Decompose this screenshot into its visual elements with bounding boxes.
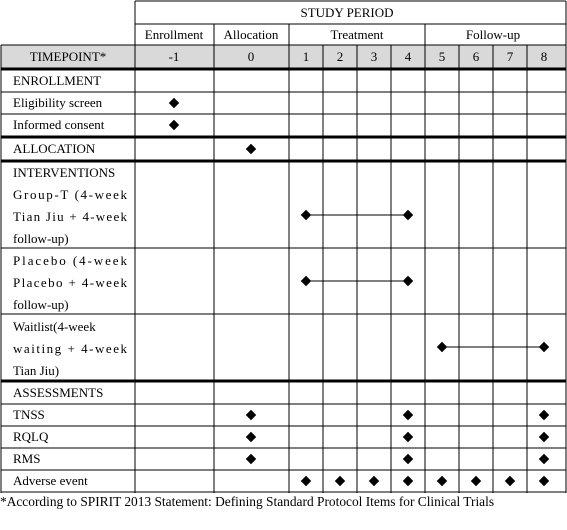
item-eligibility-screen: Eligibility screen xyxy=(13,95,103,110)
item-placebo-line-3: follow-up) xyxy=(13,297,69,312)
diamond-marker-rqlq-12 xyxy=(246,432,256,442)
diamond-marker-allocation-2 xyxy=(246,144,256,154)
timepoint-1: 1 xyxy=(302,49,310,64)
timepoint-0: 0 xyxy=(247,49,255,64)
item-placebo-line-1: Placebo (4-week xyxy=(13,253,127,268)
diamond-marker-placebo-6 xyxy=(403,276,413,286)
diamond-marker-eligibility-0 xyxy=(169,98,179,108)
timepoint-3: 3 xyxy=(370,49,378,64)
timepoint-label: TIMEPOINT* xyxy=(29,49,107,64)
study-period-label: STUDY PERIOD xyxy=(300,5,394,20)
item-placebo-line-2: Placebo + 4-week xyxy=(13,275,127,290)
diamond-marker-group_t-3 xyxy=(301,210,311,220)
diamond-marker-tnss-9 xyxy=(246,410,256,420)
timepoint-5: 5 xyxy=(438,49,446,64)
diamond-marker-adverse-21 xyxy=(403,476,413,486)
phase-follow-up: Follow-up xyxy=(465,27,521,42)
item-tnss: TNSS xyxy=(13,407,45,422)
diamond-marker-adverse-24 xyxy=(505,476,515,486)
item-informed-consent: Informed consent xyxy=(13,117,105,132)
diamond-marker-tnss-11 xyxy=(539,410,549,420)
diamond-marker-group_t-4 xyxy=(403,210,413,220)
timepoint-8: 8 xyxy=(540,49,548,64)
timepoint-7: 7 xyxy=(506,49,514,64)
diamond-marker-adverse-18 xyxy=(301,476,311,486)
schedule-marks xyxy=(169,98,549,486)
timepoint-4: 4 xyxy=(404,49,412,64)
item-waitlist-line-2: waiting + 4-week xyxy=(13,341,127,356)
section-enrollment: ENROLLMENT xyxy=(13,73,102,88)
diamond-marker-rqlq-14 xyxy=(539,432,549,442)
diamond-marker-adverse-25 xyxy=(539,476,549,486)
diamond-marker-rqlq-13 xyxy=(403,432,413,442)
diamond-marker-consent-1 xyxy=(169,120,179,130)
item-group-t-line-2: Tian Jiu + 4-week xyxy=(13,209,127,224)
timepoint-6: 6 xyxy=(472,49,480,64)
diamond-marker-rms-17 xyxy=(539,454,549,464)
item-waitlist-line-3: Tian Jiu) xyxy=(13,363,60,378)
item-group-t-line-1: Group-T (4-week xyxy=(13,187,127,202)
diamond-marker-adverse-20 xyxy=(369,476,379,486)
timepoint-m1: -1 xyxy=(168,49,180,64)
item-rqlq: RQLQ xyxy=(13,429,49,444)
item-rms: RMS xyxy=(13,451,41,466)
diamond-marker-placebo-5 xyxy=(301,276,311,286)
section-assessments: ASSESSMENTS xyxy=(13,385,104,400)
diamond-marker-waitlist-7 xyxy=(437,342,447,352)
phase-enrollment: Enrollment xyxy=(144,27,204,42)
item-waitlist-line-1: Waitlist(4-week xyxy=(13,319,96,334)
section-interventions: INTERVENTIONS xyxy=(13,165,116,180)
diamond-marker-adverse-23 xyxy=(471,476,481,486)
phase-allocation: Allocation xyxy=(223,27,279,42)
diamond-marker-adverse-22 xyxy=(437,476,447,486)
timepoint-2: 2 xyxy=(336,49,344,64)
phase-treatment: Treatment xyxy=(330,27,384,42)
diamond-marker-tnss-10 xyxy=(403,410,413,420)
item-adverse-event: Adverse event xyxy=(13,473,88,488)
diamond-marker-adverse-19 xyxy=(335,476,345,486)
footnote: *According to SPIRIT 2013 Statement: Defining Standard Protocol Items for Clinical Trials xyxy=(0,494,495,509)
diamond-marker-waitlist-8 xyxy=(539,342,549,352)
diamond-marker-rms-15 xyxy=(246,454,256,464)
item-group-t-line-3: follow-up) xyxy=(13,231,69,246)
section-allocation: ALLOCATION xyxy=(13,141,96,156)
diamond-marker-rms-16 xyxy=(403,454,413,464)
